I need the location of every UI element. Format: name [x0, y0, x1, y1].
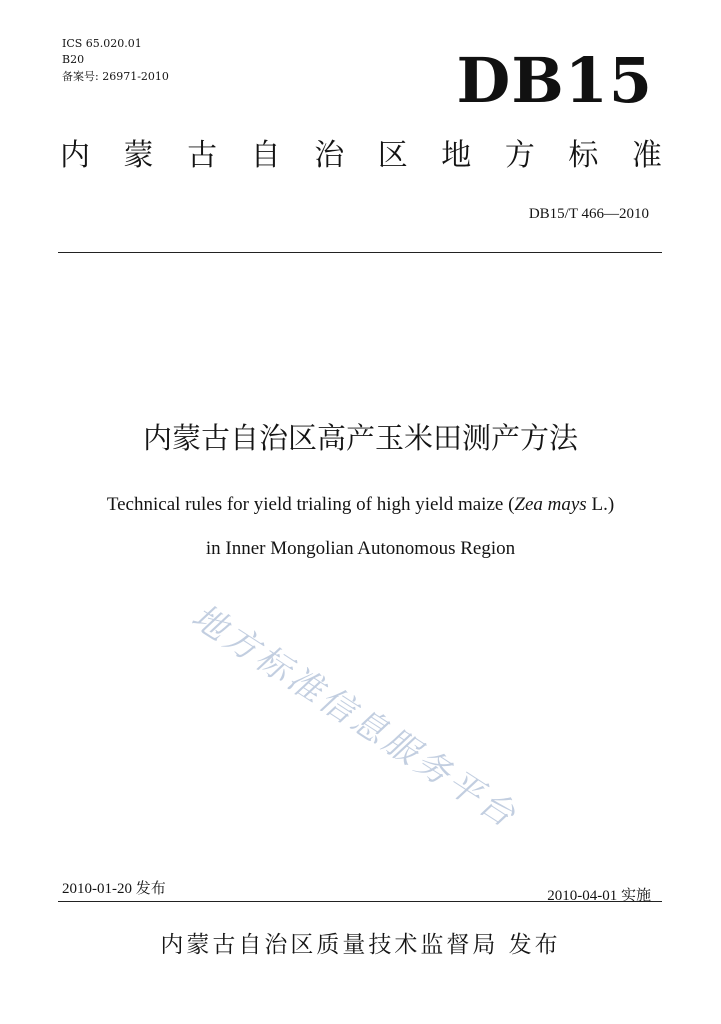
authority-char: 治 [314, 138, 345, 173]
authority-char: 古 [187, 138, 218, 173]
authority-heading [60, 136, 662, 176]
species-name: Zea mays [514, 494, 587, 515]
implementation-date-value: 2010-04-01 [547, 888, 618, 904]
authority-char: 准 [631, 138, 662, 173]
top-divider [58, 252, 662, 253]
title-chinese: 内蒙古自治区高产玉米田测产方法 [142, 421, 578, 455]
authority-char: 标 [568, 138, 599, 173]
authority-char: 自 [250, 138, 281, 173]
authority-char: 方 [504, 138, 535, 173]
standard-number: DB15/T 466—2010 [528, 206, 649, 222]
title-english-text: Technical rules for yield trialing of high yield maize ( [106, 494, 515, 515]
authority-char: 内 [60, 138, 90, 173]
issue-date-value: 2010-01-20 [62, 881, 132, 897]
issuing-authority: 内蒙古自治区质量技术监督局 发布 [160, 932, 561, 958]
ccs-code: B20 [62, 53, 85, 66]
issue-date-label: 发布 [135, 879, 166, 897]
ics-code: ICS 65.020.01 [62, 37, 142, 50]
authority-char: 区 [377, 138, 408, 173]
watermark-text: 地方标准信息服务平台 [184, 596, 525, 837]
issue-date [62, 877, 166, 898]
db15-logo: DB15 [456, 44, 653, 117]
implementation-date-label: 实施 [620, 886, 651, 904]
title-english-line-1 [0, 492, 721, 518]
authority-char: 地 [441, 138, 472, 173]
bottom-divider [58, 901, 662, 902]
title-english-text: L.) [586, 494, 615, 515]
authority-char: 蒙 [123, 138, 154, 173]
title-english-line-2: in Inner Mongolian Autonomous Region [205, 538, 516, 559]
record-number: 备案号: 26971-2010 [62, 70, 169, 83]
